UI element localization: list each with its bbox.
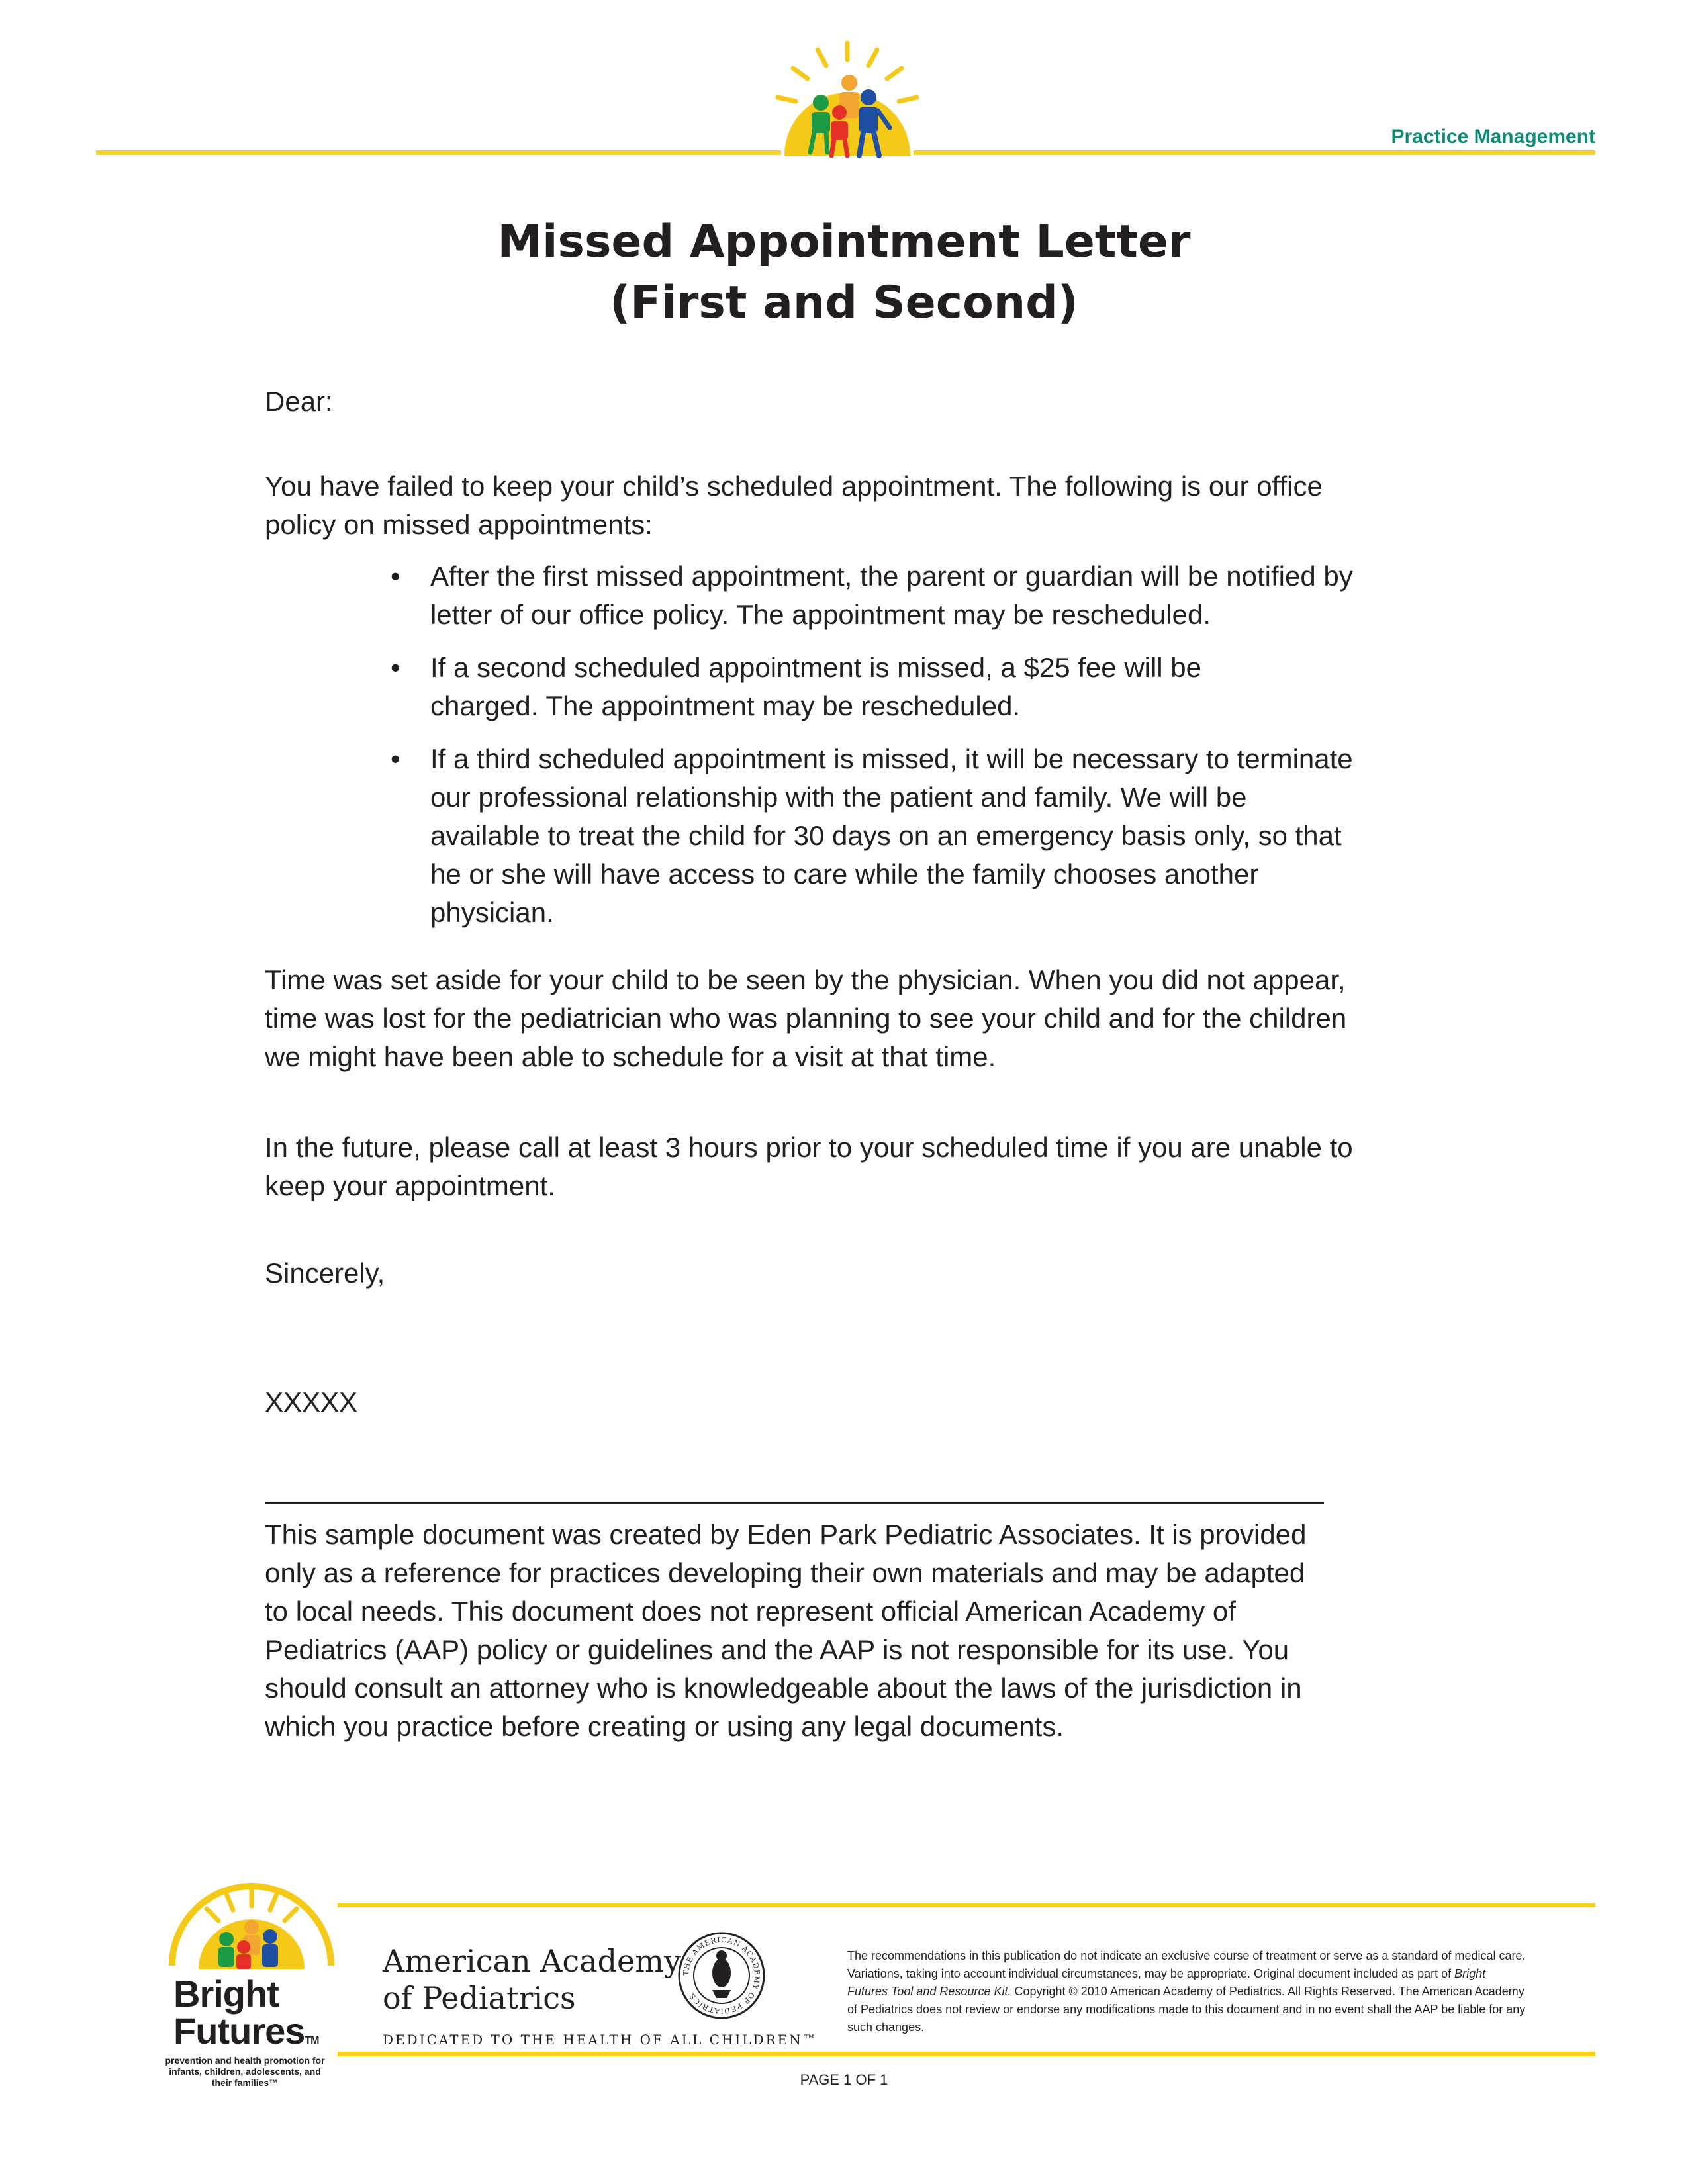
page-title [0, 212, 1688, 334]
policy-list [391, 557, 1383, 946]
title-line-2: (First and Second) [610, 277, 1078, 329]
bright-futures-sun-logo [768, 36, 927, 162]
aap-seal-icon [675, 1929, 768, 2022]
header-rule-right [914, 150, 1595, 155]
bright-futures-wordmark: Bright FuturesTM [173, 1973, 319, 2052]
sample-note: This sample document was created by Eden Park Pediatric Associates. It is provided only as a reference for practices developing their own materials and may be adapted to local needs. This document does not represent official American Academy of Pediatrics (AAP) policy or guidelines and the AAP is not responsible for its use. You should consult an attorney who is knowledgeable about the laws of the jurisdiction in which you practice before creating or using any legal documents. [265, 1519, 1307, 1742]
bright-futures-logo [152, 1853, 351, 1972]
aap-motto: DEDICATED TO THE HEALTH OF ALL CHILDREN™ [383, 2032, 818, 2048]
policy-item: • If a second scheduled appointment is missed, a $25 fee will be charged. The appointment may be rescheduled. [391, 649, 1311, 725]
intro-paragraph: You have failed to keep your child’s scheduled appointment. The following is our office policy on missed appointments: [265, 471, 1323, 540]
bright-futures-tagline: prevention and health promotion for infants, children, adolescents, and their families™ [165, 2055, 325, 2088]
section-label: Practice Management [1391, 126, 1595, 148]
salutation: Dear: [265, 386, 333, 417]
footer-rule-bottom [338, 2052, 1595, 2056]
footer-disclaimer: The recommendations in this publication do not indicate an exclusive course of treatment or serve as a standard of medical care. Variations, taking into account individual circumstances, may be appropriate. Original document included as part of Bright Futures Tool and Resource Kit. Copyright © 2010 American Academy of Pediatrics. All Rights Reserved. The American Academy of Pediatrics does not review or endorse any modifications made to this document and in no event shall the AAP be liable for any such changes. [847, 1949, 1526, 2034]
bullet-icon: • [391, 743, 400, 774]
policy-item: • If a third scheduled appointment is missed, it will be necessary to terminate our professional relationship with the patient and family. We will be available to treat the child for 30 days on an emergency basis only, so that he or she will have access to care while the family chooses another physician. [391, 740, 1357, 932]
footer-rule-top [338, 1903, 1595, 1907]
bullet-icon: • [391, 561, 400, 592]
closing: Sincerely, [265, 1257, 385, 1289]
note-divider [265, 1502, 1324, 1504]
title-line-1: Missed Appointment Letter [497, 216, 1191, 268]
svg-text:THE AMERICAN ACADEMY OF PEDIAT: THE AMERICAN ACADEMY OF PEDIATRICS [681, 1935, 762, 2016]
trademark-mark: TM [305, 2035, 319, 2046]
header-rule-left [96, 150, 781, 155]
aap-wordmark: American Academy of Pediatrics [383, 1943, 681, 2016]
page-number: PAGE 1 OF 1 [800, 2071, 888, 2088]
signature-placeholder: XXXXX [265, 1387, 358, 1418]
future-paragraph: In the future, please call at least 3 hours prior to your scheduled time if you are unable to keep your appointment. [265, 1132, 1353, 1201]
bullet-icon: • [391, 652, 400, 683]
time-paragraph: Time was set aside for your child to be seen by the physician. When you did not appear, time was lost for the pediatrician who was planning to see your child and for the children we might have been able to schedule for a visit at that time. [265, 964, 1347, 1072]
policy-item: • After the first missed appointment, the parent or guardian will be notified by letter of our office policy. The appointment may be rescheduled. [391, 557, 1383, 634]
